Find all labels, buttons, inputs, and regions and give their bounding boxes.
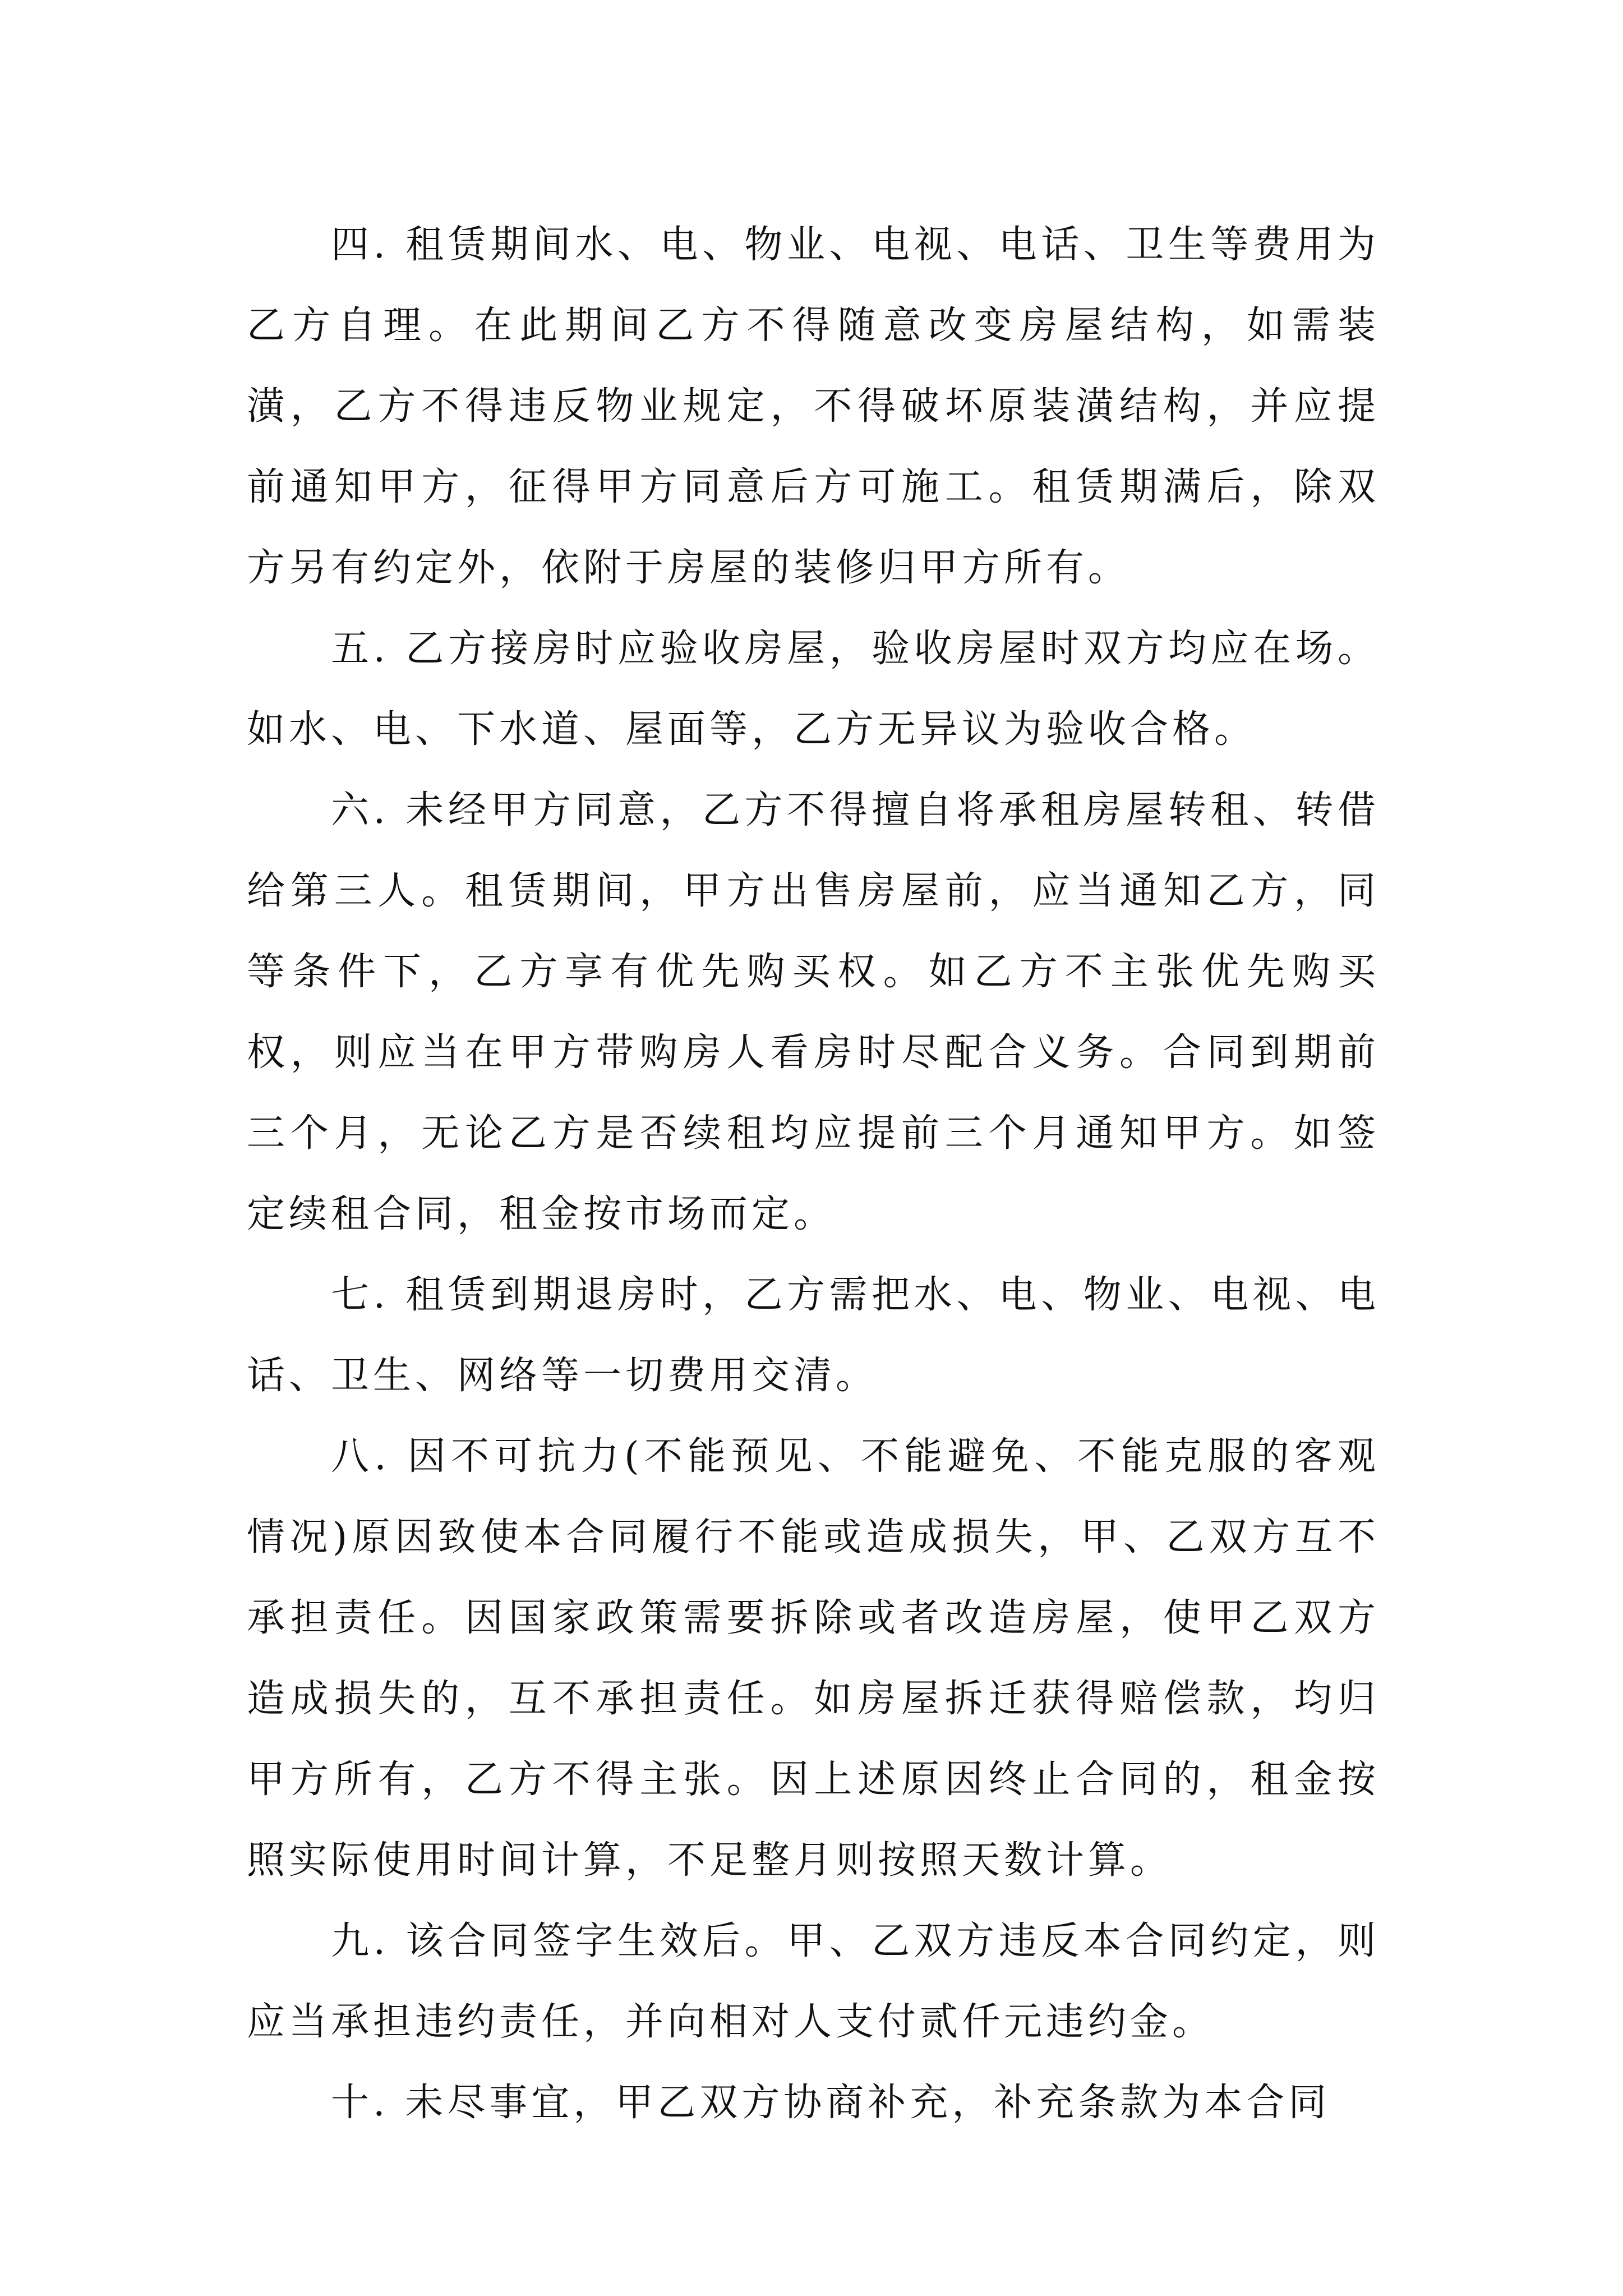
clause-4: 四. 租赁期间水、电、物业、电视、电话、卫生等费用为乙方自理。在此期间乙方不得随意改变房屋结构，如需装潢，乙方不得违反物业规定，不得破坏原装潢结构，并应提前通知甲方，征得甲方同意后方可施工。租赁期满后，除双方另有约定外，依附于房屋的装修归甲方所有。: [247, 223, 1380, 590]
clause-6: 六. 未经甲方同意，乙方不得擅自将承租房屋转租、转借给第三人。租赁期间，甲方出售房屋前，应当通知乙方，同等条件下，乙方享有优先购买权。如乙方不主张优先购买权，则应当在甲方带购房人看房时尽配合义务。合同到期前三个月，无论乙方是否续租均应提前三个月通知甲方。如签定续租合同，租金按市场而定。: [247, 788, 1380, 1236]
clause-8: 八. 因不可抗力(不能预见、不能避免、不能克服的客观情况)原因致使本合同履行不能或造成损失，甲、乙双方互不承担责任。因国家政策需要拆除或者改造房屋，使甲乙双方造成损失的，互不承担责任。如房屋拆迁获得赔偿款，均归甲方所有，乙方不得主张。因上述原因终止合同的，租金按照实际使用时间计算，不足整月则按照天数计算。: [247, 1434, 1380, 1883]
contract-body: [247, 205, 1380, 2143]
clause-9: 九. 该合同签字生效后。甲、乙双方违反本合同约定，则应当承担违约责任，并向相对人支付贰仟元违约金。: [247, 1919, 1380, 2044]
clause-7: 七. 租赁到期退房时，乙方需把水、电、物业、电视、电话、卫生、网络等一切费用交清。: [247, 1273, 1380, 1398]
clause-5: 五. 乙方接房时应验收房屋，验收房屋时双方均应在场。如水、电、下水道、屋面等，乙方无异议为验收合格。: [247, 627, 1380, 752]
clause-10: 十. 未尽事宜，甲乙双方协商补充，补充条款为本合同: [331, 2081, 1331, 2125]
